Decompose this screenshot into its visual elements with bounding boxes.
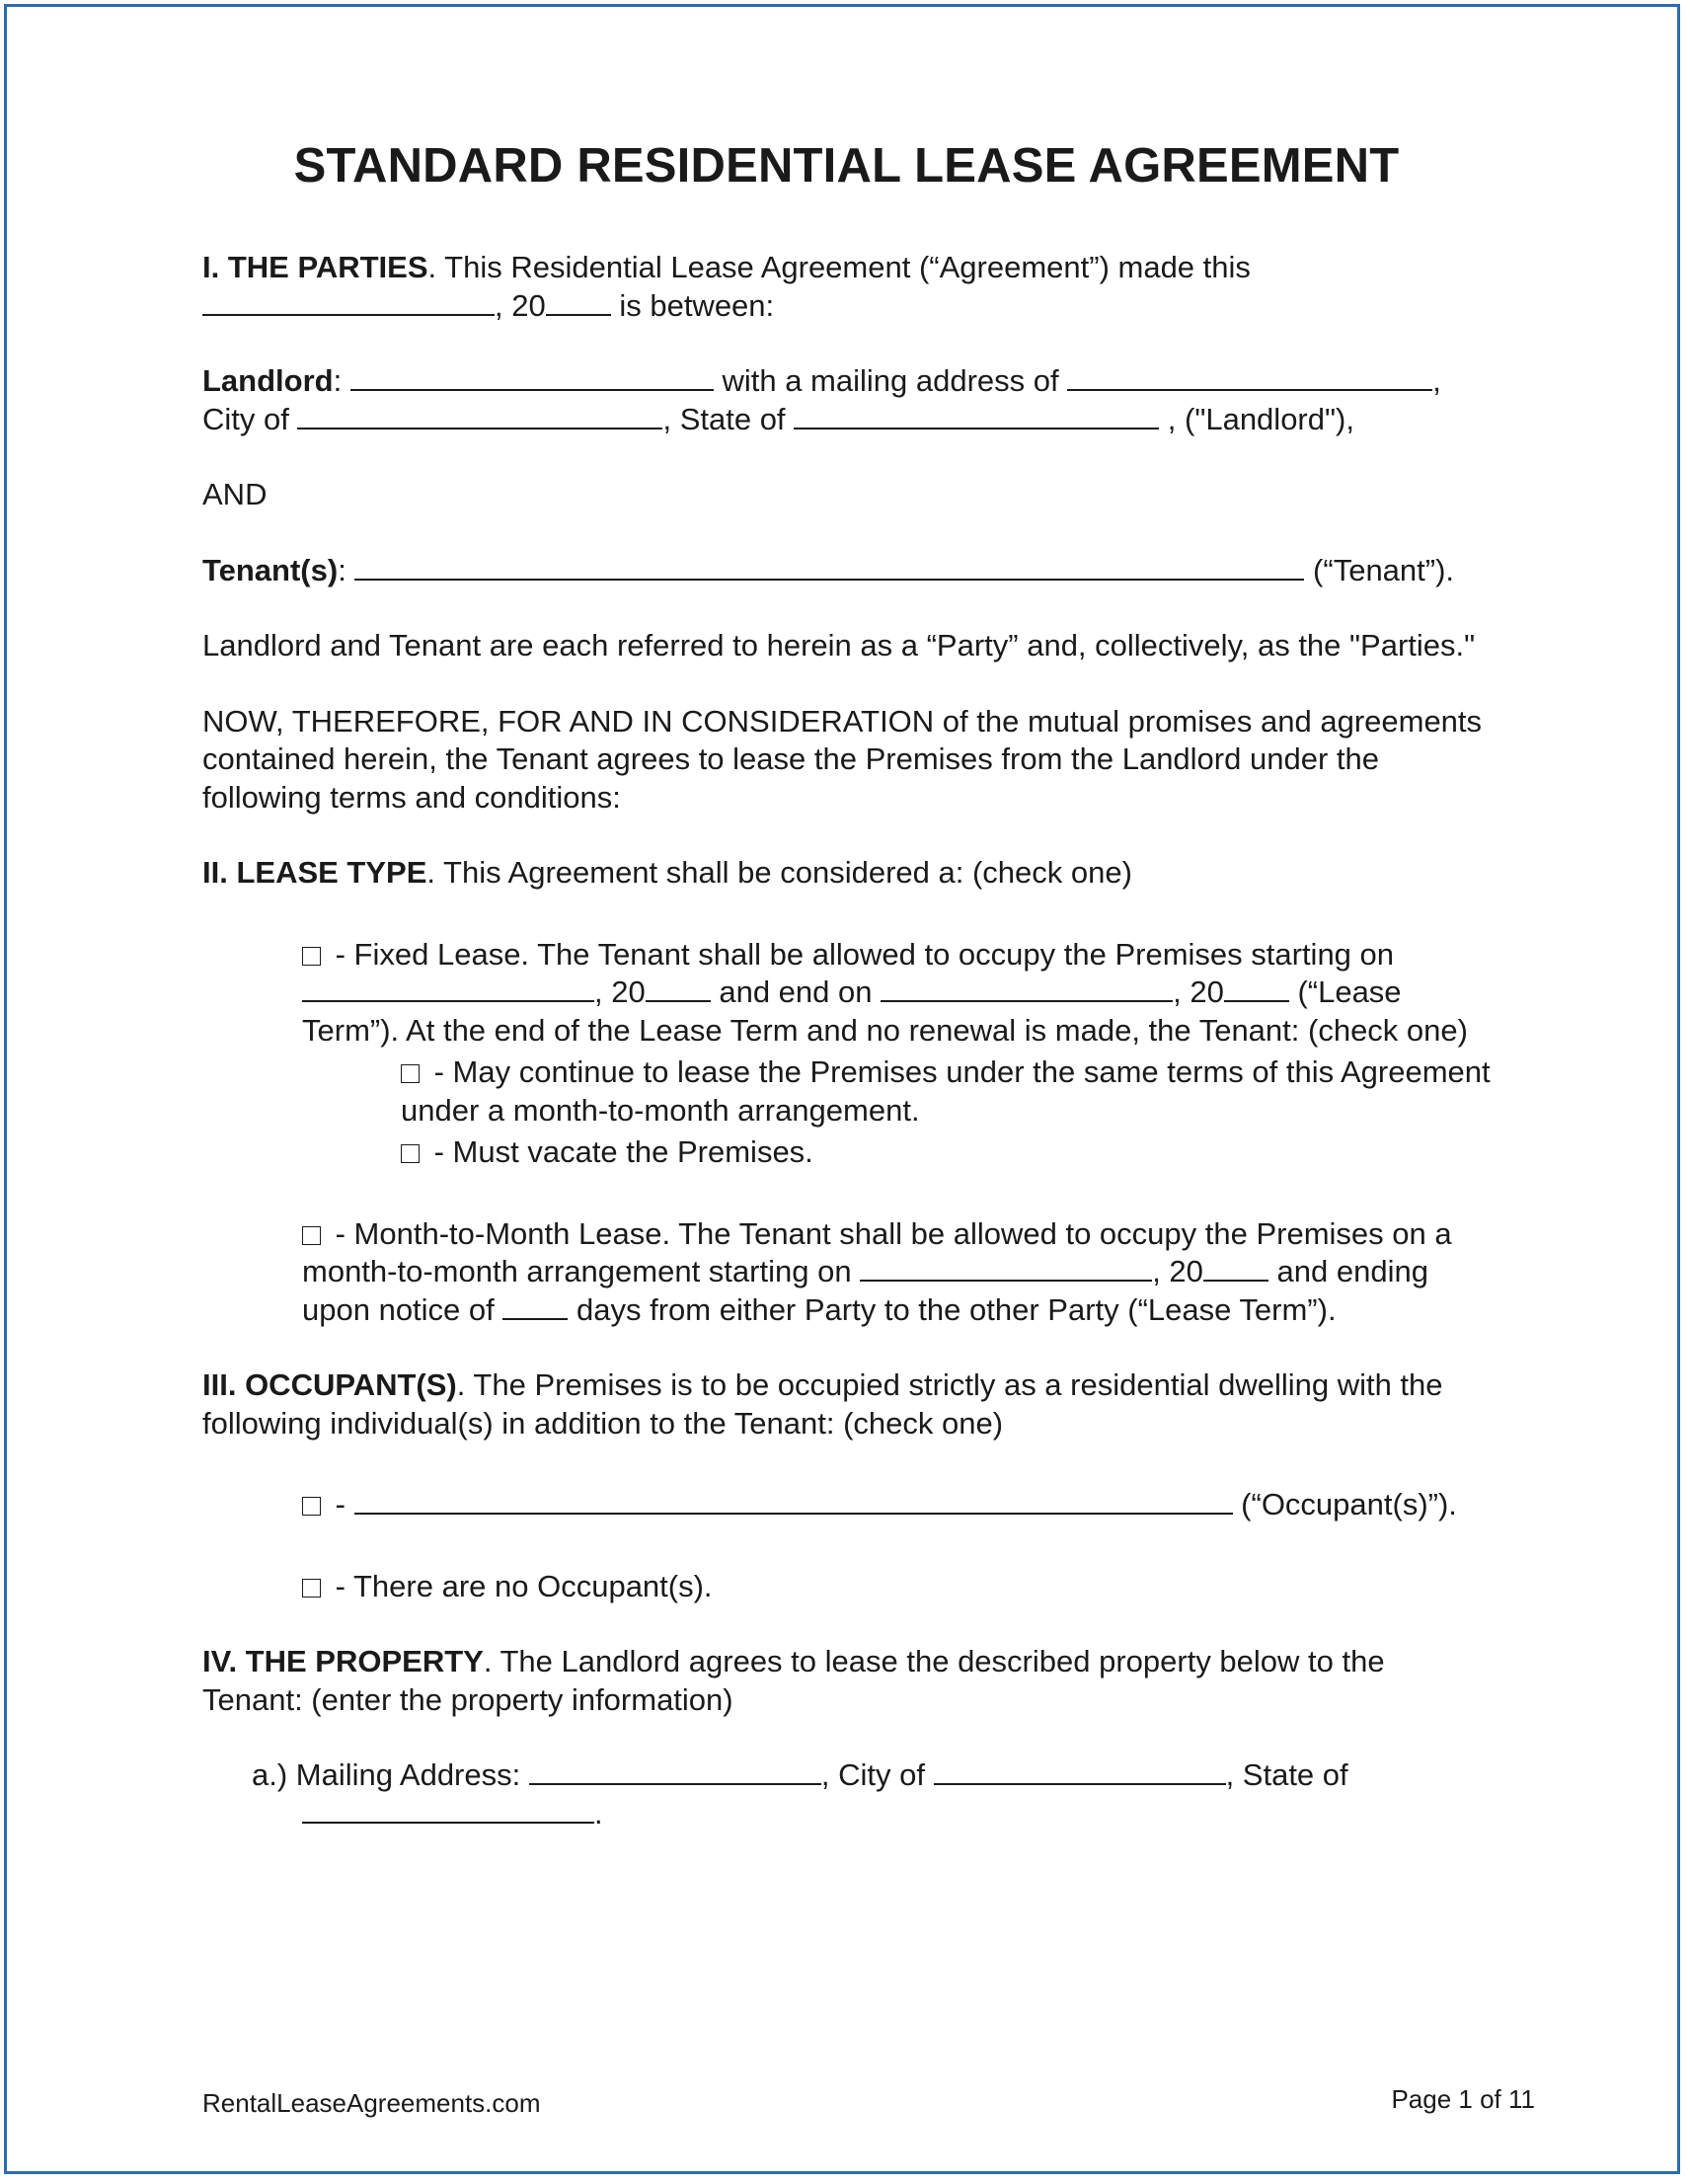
fixed-end-date-field[interactable] bbox=[881, 976, 1173, 1002]
document-title: STANDARD RESIDENTIAL LEASE AGREEMENT bbox=[293, 139, 1400, 193]
now-therefore-text: NOW, THEREFORE, FOR AND IN CONSIDERATION of the mutual promises and agreements contained herein, the Tenant agrees to lease the Premises from the Landlord under the following terms and conditions: bbox=[202, 703, 1483, 815]
footer-page-number: Page 1 of 11 bbox=[1391, 2084, 1535, 2114]
landlord-block: Landlord: with a mailing address of , City of , State of , ("Landlord"), bbox=[202, 363, 1441, 436]
and-text: AND bbox=[202, 477, 268, 511]
named-occupants-checkbox[interactable] bbox=[302, 1497, 321, 1516]
vacate-checkbox[interactable] bbox=[401, 1144, 420, 1163]
vacate-option: - Must vacate the Premises. bbox=[202, 1133, 1491, 1172]
property-state-field[interactable] bbox=[302, 1798, 594, 1824]
landlord-address-field[interactable] bbox=[1067, 365, 1432, 391]
landlord-city-field[interactable] bbox=[297, 404, 662, 429]
mtm-start-year-field[interactable] bbox=[1203, 1256, 1268, 1282]
lease-type-intro: II. LEASE TYPE. This Agreement shall be considered a: (check one) bbox=[202, 855, 1132, 890]
parties-referred-text: Landlord and Tenant are each referred to herein as a “Party” and, collectively, as the "Parties." bbox=[202, 628, 1476, 663]
month-to-month-option: - Month-to-Month Lease. The Tenant shall be allowed to occupy the Premises on a month-to-month arrangement starting on , 20 and ending upon notice of days from either Party to the other Party (“Lease Term”). bbox=[302, 1215, 1452, 1327]
property-city-field[interactable] bbox=[934, 1759, 1226, 1785]
parties-intro: I. THE PARTIES. This Residential Lease Agreement (“Agreement”) made this , 20 is between: bbox=[202, 250, 1251, 323]
no-occupants-checkbox[interactable] bbox=[302, 1579, 321, 1598]
tenant-block: Tenant(s): (“Tenant”). bbox=[202, 552, 1455, 587]
named-occupants-option: - (“Occupant(s)”). bbox=[202, 1486, 1491, 1524]
continue-lease-checkbox[interactable] bbox=[401, 1064, 420, 1083]
fixed-end-year-field[interactable] bbox=[1224, 976, 1289, 1002]
fixed-lease-checkbox[interactable] bbox=[302, 947, 321, 966]
property-heading: IV. THE PROPERTY bbox=[202, 1644, 484, 1678]
footer-source: RentalLeaseAgreements.com bbox=[202, 2088, 541, 2118]
landlord-name-field[interactable] bbox=[350, 365, 714, 391]
month-to-month-checkbox[interactable] bbox=[302, 1226, 321, 1245]
mtm-start-date-field[interactable] bbox=[860, 1256, 1152, 1282]
mtm-notice-days-field[interactable] bbox=[502, 1294, 568, 1320]
document-page bbox=[202, 138, 1491, 1833]
fixed-lease-option: - Fixed Lease. The Tenant shall be allowed to occupy the Premises starting on , 20 and end on , 20 (“Lease Term”). At the end of the Lease Term and no renewal is made, the Tenant: (check one) bbox=[302, 936, 1468, 1048]
tenant-label: Tenant(s) bbox=[202, 552, 339, 587]
agreement-year-field[interactable] bbox=[546, 290, 611, 316]
landlord-state-field[interactable] bbox=[794, 404, 1159, 429]
parties-heading: I. THE PARTIES bbox=[202, 250, 428, 284]
continue-lease-option: - May continue to lease the Premises under the same terms of this Agreement under a month-to-month arrangement. bbox=[401, 1054, 1491, 1128]
lease-type-heading: II. LEASE TYPE bbox=[202, 855, 427, 890]
occupants-heading: III. OCCUPANT(S) bbox=[202, 1367, 457, 1402]
occupants-names-field[interactable] bbox=[354, 1489, 1233, 1515]
tenant-name-field[interactable] bbox=[354, 555, 1304, 581]
property-item-a: a.) Mailing Address: , City of , State of bbox=[252, 1757, 1348, 1792]
no-occupants-option: - There are no Occupant(s). bbox=[202, 1568, 1491, 1606]
agreement-date-field[interactable] bbox=[202, 290, 495, 316]
property-item-a-cont: . bbox=[202, 1795, 1491, 1833]
property-intro: IV. THE PROPERTY. The Landlord agrees to lease the described property below to the Tenant: (enter the property information) bbox=[202, 1644, 1385, 1717]
landlord-label: Landlord bbox=[202, 363, 334, 398]
property-mailing-address-field[interactable] bbox=[529, 1759, 821, 1785]
fixed-start-year-field[interactable] bbox=[646, 976, 711, 1002]
fixed-start-date-field[interactable] bbox=[302, 976, 594, 1002]
occupants-intro: III. OCCUPANT(S). The Premises is to be occupied strictly as a residential dwelling with the following individual(s) in addition to the Tenant: (check one) bbox=[202, 1367, 1443, 1441]
